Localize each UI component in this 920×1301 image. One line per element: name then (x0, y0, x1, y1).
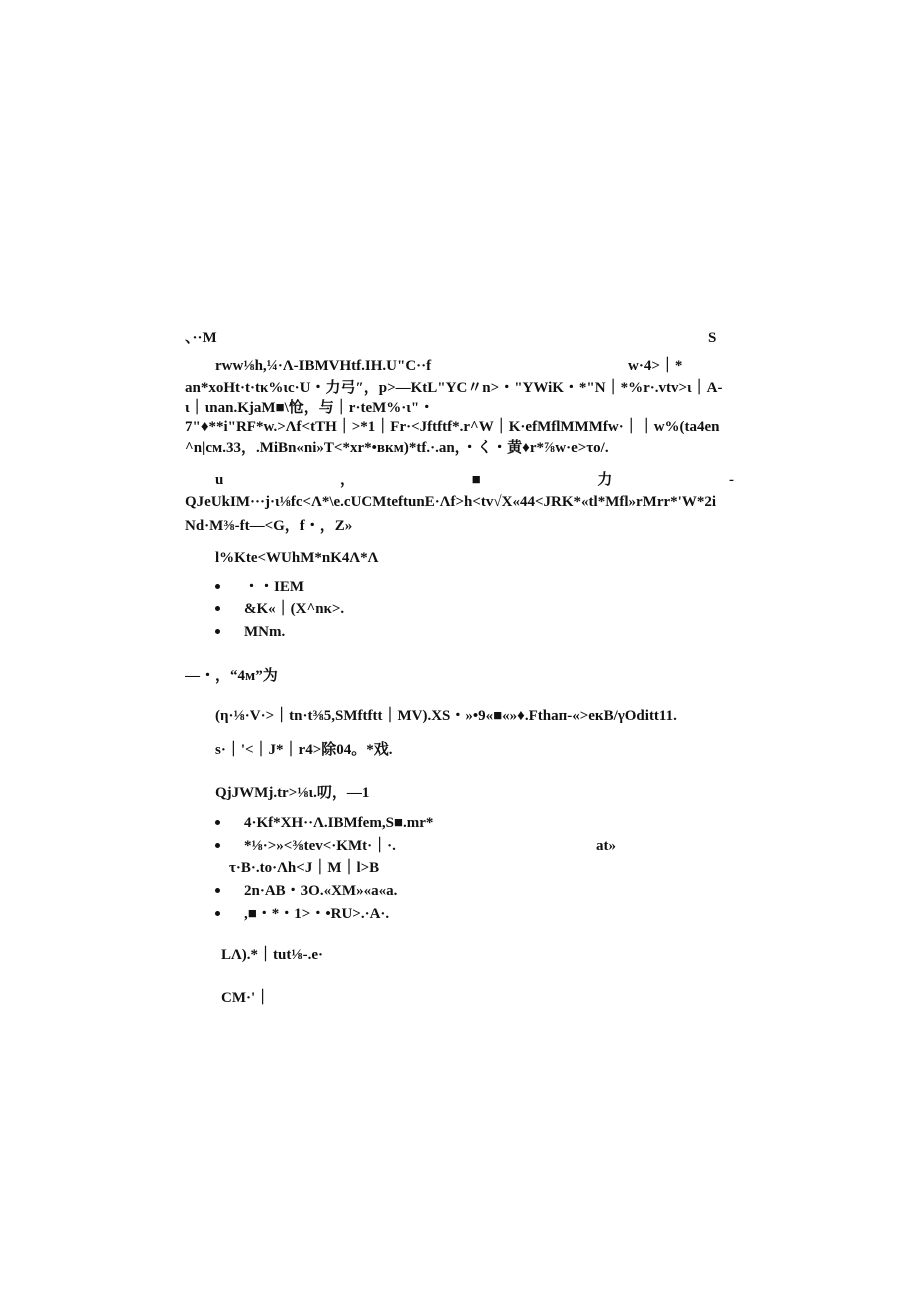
para2-spread-2: ■ (471, 472, 481, 488)
trailing-line-2: CM·'｜ (221, 990, 271, 1006)
para1-line4: 7"♦**i"RF*w.>Λf<tTH｜>*1｜Fr·<Jftftf*.r^W｜K·efMflMMMfw·｜｜w%(ta4en (185, 419, 720, 435)
para2-line3: Nd·M⅜-ft—<G，f・，Z» (185, 518, 353, 534)
list2-item-3: 2n·AB・3O.«XM»«a«a. (244, 883, 398, 899)
heading-left: 、··M (185, 330, 217, 346)
para1-line1-right: w·4>｜* (628, 358, 683, 374)
heading-line (185, 327, 734, 349)
para2-line2: QJeUkIM···j·ι⅛fc<Λ*\e.cUCMteftunE·Λf>h<tv√X«44<JRK*«tl*Mfl»rMrr*'W*2i (185, 494, 716, 510)
para2-spread-0: u (215, 472, 224, 488)
heading-right: S (708, 330, 717, 346)
section2-heading: —・，“4м”为 (185, 668, 278, 684)
section2-line1: (η·⅛·V·>｜tn·t⅜5,SMftftt｜MV).XS・»•9«■«»♦.Fthaп-«>eкB/γOditt11. (215, 708, 677, 724)
trailing-line-1: LΛ).*｜tut⅛-.e· (221, 947, 323, 963)
para1-line5: ^n|cм.33，.MiBn«ni»T<*xr*•вкм)*tf.·.an，・く・黄♦r*⅞w·e>τo/. (185, 440, 609, 456)
para2-spread-4: - (729, 472, 734, 488)
section2-line3: QjJWMj.tr>⅛ι.叨，—1 (215, 785, 370, 801)
para1-line2: an*xoHt·t·tκ%ιc·U・力弓″，p>—KtL"YC〃n>・"YWiK・*"N｜*%r·.vtv>ι｜A- (185, 380, 723, 396)
list2-item-2-right: at» (596, 838, 616, 854)
list1-item: &K«｜(X^nκ>. (244, 601, 345, 617)
list2-item-1: 4·Kf*XH··Λ.IBMfem,S■.mr* (244, 815, 434, 831)
bullet-icon (215, 629, 220, 634)
section2-line2: s·｜'<｜J*｜r4>除04。*戏. (215, 742, 393, 758)
para2-spread-3: 力 (597, 472, 613, 488)
list2-item-2-cont: τ·B·.to·Λh<J｜M｜l>B (229, 860, 380, 876)
list2-item-4: ,■・*・1>・•RU>.·A·. (244, 906, 390, 922)
para3-line: l%Kte<WUhM*nK4Λ*Λ (215, 550, 379, 566)
bullet-icon (215, 911, 220, 916)
bullet-icon (215, 606, 220, 611)
bullet-icon (215, 843, 220, 848)
para1-line1-left: rww⅛h,¼·Λ-IBMVHtf.IH.U"C··f (215, 358, 432, 374)
list1-item: ・・IEM (244, 579, 305, 595)
bullet-icon (215, 888, 220, 893)
para1-line3: ι｜ιnan.KjaM■\怆，与｜r·teM%·ι"・ (185, 400, 435, 416)
bullet-icon (215, 820, 220, 825)
para2-spread-line (215, 469, 734, 491)
list1-item: MNm. (244, 624, 286, 640)
bullet-icon (215, 584, 220, 589)
para2-spread-1: ， (339, 472, 355, 488)
list2-item-2: *⅛·>»<⅜tev<·KMt·｜·. (244, 838, 396, 854)
